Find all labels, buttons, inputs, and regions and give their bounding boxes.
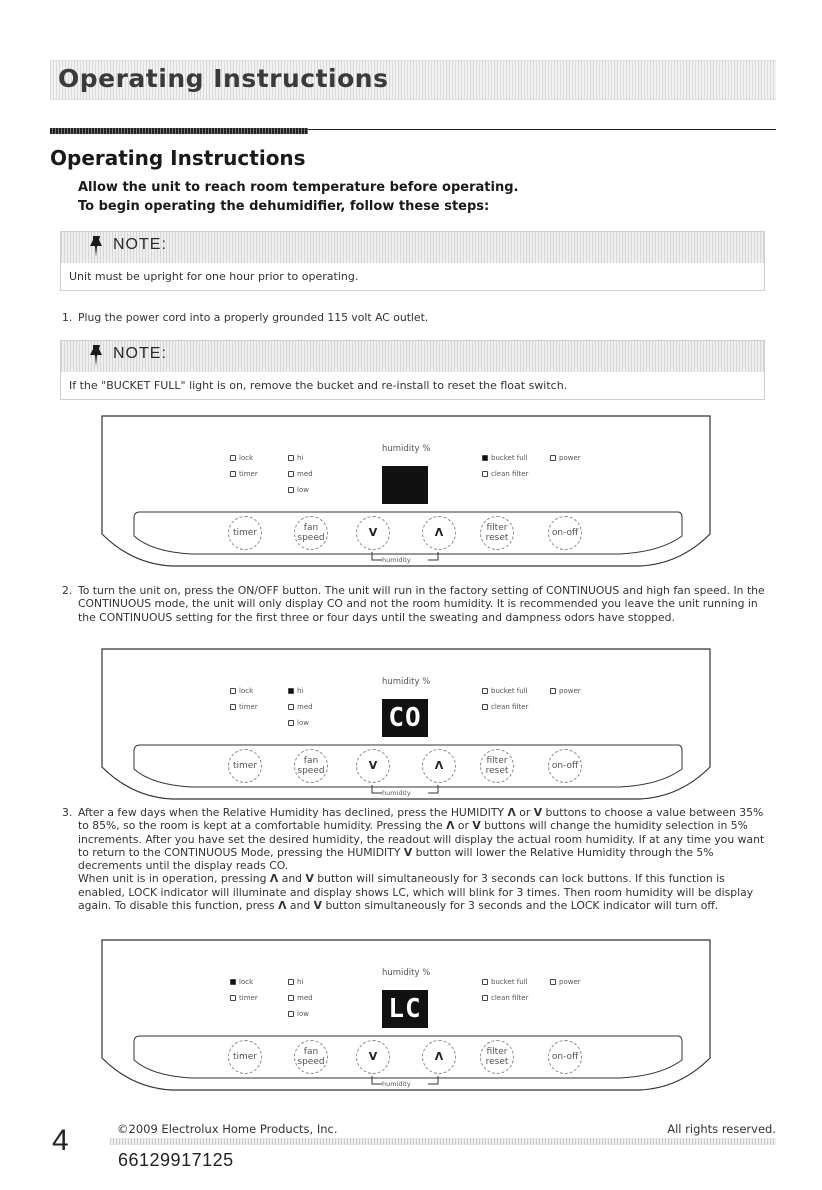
document-number: 66129917125	[118, 1150, 234, 1170]
note-box-2	[60, 340, 765, 400]
control-panel-diagram-2	[100, 647, 712, 807]
humidity-up-button: Λ	[422, 749, 456, 783]
intro-line-1: Allow the unit to reach room temperature before operating.	[78, 180, 519, 195]
control-panel-diagram-1	[100, 414, 712, 574]
fan-speed-button: fan speed	[294, 516, 328, 550]
note-box-1	[60, 231, 765, 291]
med-indicator: med	[288, 703, 313, 711]
low-indicator: low	[288, 719, 309, 727]
on-off-button: on-off	[548, 1040, 582, 1074]
humidity-down-button: V	[356, 516, 390, 550]
bucket-full-indicator: bucket full	[482, 687, 528, 695]
power-indicator: power	[550, 978, 581, 986]
humidity-up-button: Λ	[422, 1040, 456, 1074]
step-number: 2.	[62, 584, 73, 597]
note-header	[61, 341, 764, 372]
timer-indicator: timer	[230, 703, 258, 711]
med-indicator: med	[288, 994, 313, 1002]
step-text: To turn the unit on, press the ON/OFF button. The unit will run in the factory setting of CONTINUOUS and high fan speed. In the CONTINUOUS mode, the unit will only display CO and not the room humidity. It is recommended you leave the unit running in the CONTINUOUS setting for the first three or four days until the sweating and dampness odors have stopped.	[78, 584, 765, 624]
section-rule-accent	[50, 128, 308, 134]
on-off-button: on-off	[548, 749, 582, 783]
filter-reset-button: filter reset	[480, 749, 514, 783]
humidity-up-button: Λ	[422, 516, 456, 550]
fan-speed-button: fan speed	[294, 749, 328, 783]
humidity-down-button: V	[356, 1040, 390, 1074]
humidity-display: CO	[382, 699, 428, 737]
filter-reset-button: filter reset	[480, 1040, 514, 1074]
timer-indicator: timer	[230, 994, 258, 1002]
control-panel-diagram-3	[100, 938, 712, 1098]
humidity-percent-label: humidity %	[382, 444, 431, 454]
step-text-p1: After a few days when the Relative Humidity has declined, press the HUMIDITY Λ or V buttons to choose a value between 35% to 85%, so the room is kept at a comfortable humidity. Pressing the Λ or V buttons will change the humidity selection in 5% increments. After you have set the desired humidity, the readout will display the actual room humidity. If at any time you want to return to the CONTINUOUS Mode, pressing the HUMIDITY V button will lower the Relative Humidity through the 5% decrements until the display reads CO.	[78, 806, 765, 873]
humidity-bracket-label: humidity	[382, 1080, 411, 1088]
power-indicator: power	[550, 687, 581, 695]
page-number: 4	[52, 1124, 69, 1157]
step-3	[62, 806, 773, 913]
step-text: Plug the power cord into a properly grounded 115 volt AC outlet.	[78, 311, 429, 324]
intro-line-2: To begin operating the dehumidifier, follow these steps:	[78, 199, 490, 214]
lock-indicator: lock	[230, 978, 253, 986]
fan-speed-button: fan speed	[294, 1040, 328, 1074]
timer-button: timer	[228, 749, 262, 783]
lock-indicator: lock	[230, 687, 253, 695]
on-off-button: on-off	[548, 516, 582, 550]
low-indicator: low	[288, 1010, 309, 1018]
humidity-display	[382, 466, 428, 504]
humidity-down-button: V	[356, 749, 390, 783]
copyright: ©2009 Electrolux Home Products, Inc.	[117, 1122, 338, 1136]
filter-reset-button: filter reset	[480, 516, 514, 550]
footer-strip	[110, 1138, 776, 1145]
bucket-full-indicator: bucket full	[482, 978, 528, 986]
timer-indicator: timer	[230, 470, 258, 478]
power-indicator: power	[550, 454, 581, 462]
hi-indicator: hi	[288, 687, 303, 695]
banner-title: Operating Instructions	[58, 64, 389, 93]
header-banner	[50, 60, 776, 100]
hi-indicator: hi	[288, 454, 303, 462]
bucket-full-indicator: bucket full	[482, 454, 528, 462]
note-text: Unit must be upright for one hour prior to operating.	[69, 270, 359, 283]
humidity-percent-label: humidity %	[382, 677, 431, 687]
note-label: NOTE:	[113, 236, 167, 253]
humidity-display: LC	[382, 990, 428, 1028]
humidity-percent-label: humidity %	[382, 968, 431, 978]
timer-button: timer	[228, 1040, 262, 1074]
clean-filter-indicator: clean filter	[482, 703, 528, 711]
hi-indicator: hi	[288, 978, 303, 986]
step-number: 3.	[62, 806, 73, 819]
clean-filter-indicator: clean filter	[482, 470, 528, 478]
step-1	[62, 311, 773, 324]
pushpin-icon	[87, 344, 105, 368]
note-label: NOTE:	[113, 345, 167, 362]
step-number: 1.	[62, 311, 73, 324]
note-header	[61, 232, 764, 263]
med-indicator: med	[288, 470, 313, 478]
low-indicator: low	[288, 486, 309, 494]
rights-reserved: All rights reserved.	[667, 1122, 776, 1136]
step-text-p2: When unit is in operation, pressing Λ and V button will simultaneously for 3 seconds can lock buttons. If this function is enabled, LOCK indicator will illuminate and display shows LC, which will blink for 3 times. Then room humidity will be display again. To disable this function, press Λ and V button simultaneously for 3 seconds and the LOCK indicator will turn off.	[78, 872, 754, 913]
pushpin-icon	[87, 235, 105, 259]
humidity-bracket-label: humidity	[382, 789, 411, 797]
note-text: If the "BUCKET FULL" light is on, remove the bucket and re-install to reset the float switch.	[69, 379, 568, 392]
humidity-bracket-label: humidity	[382, 556, 411, 564]
lock-indicator: lock	[230, 454, 253, 462]
timer-button: timer	[228, 516, 262, 550]
clean-filter-indicator: clean filter	[482, 994, 528, 1002]
step-2	[62, 584, 773, 624]
section-title: Operating Instructions	[50, 146, 306, 170]
